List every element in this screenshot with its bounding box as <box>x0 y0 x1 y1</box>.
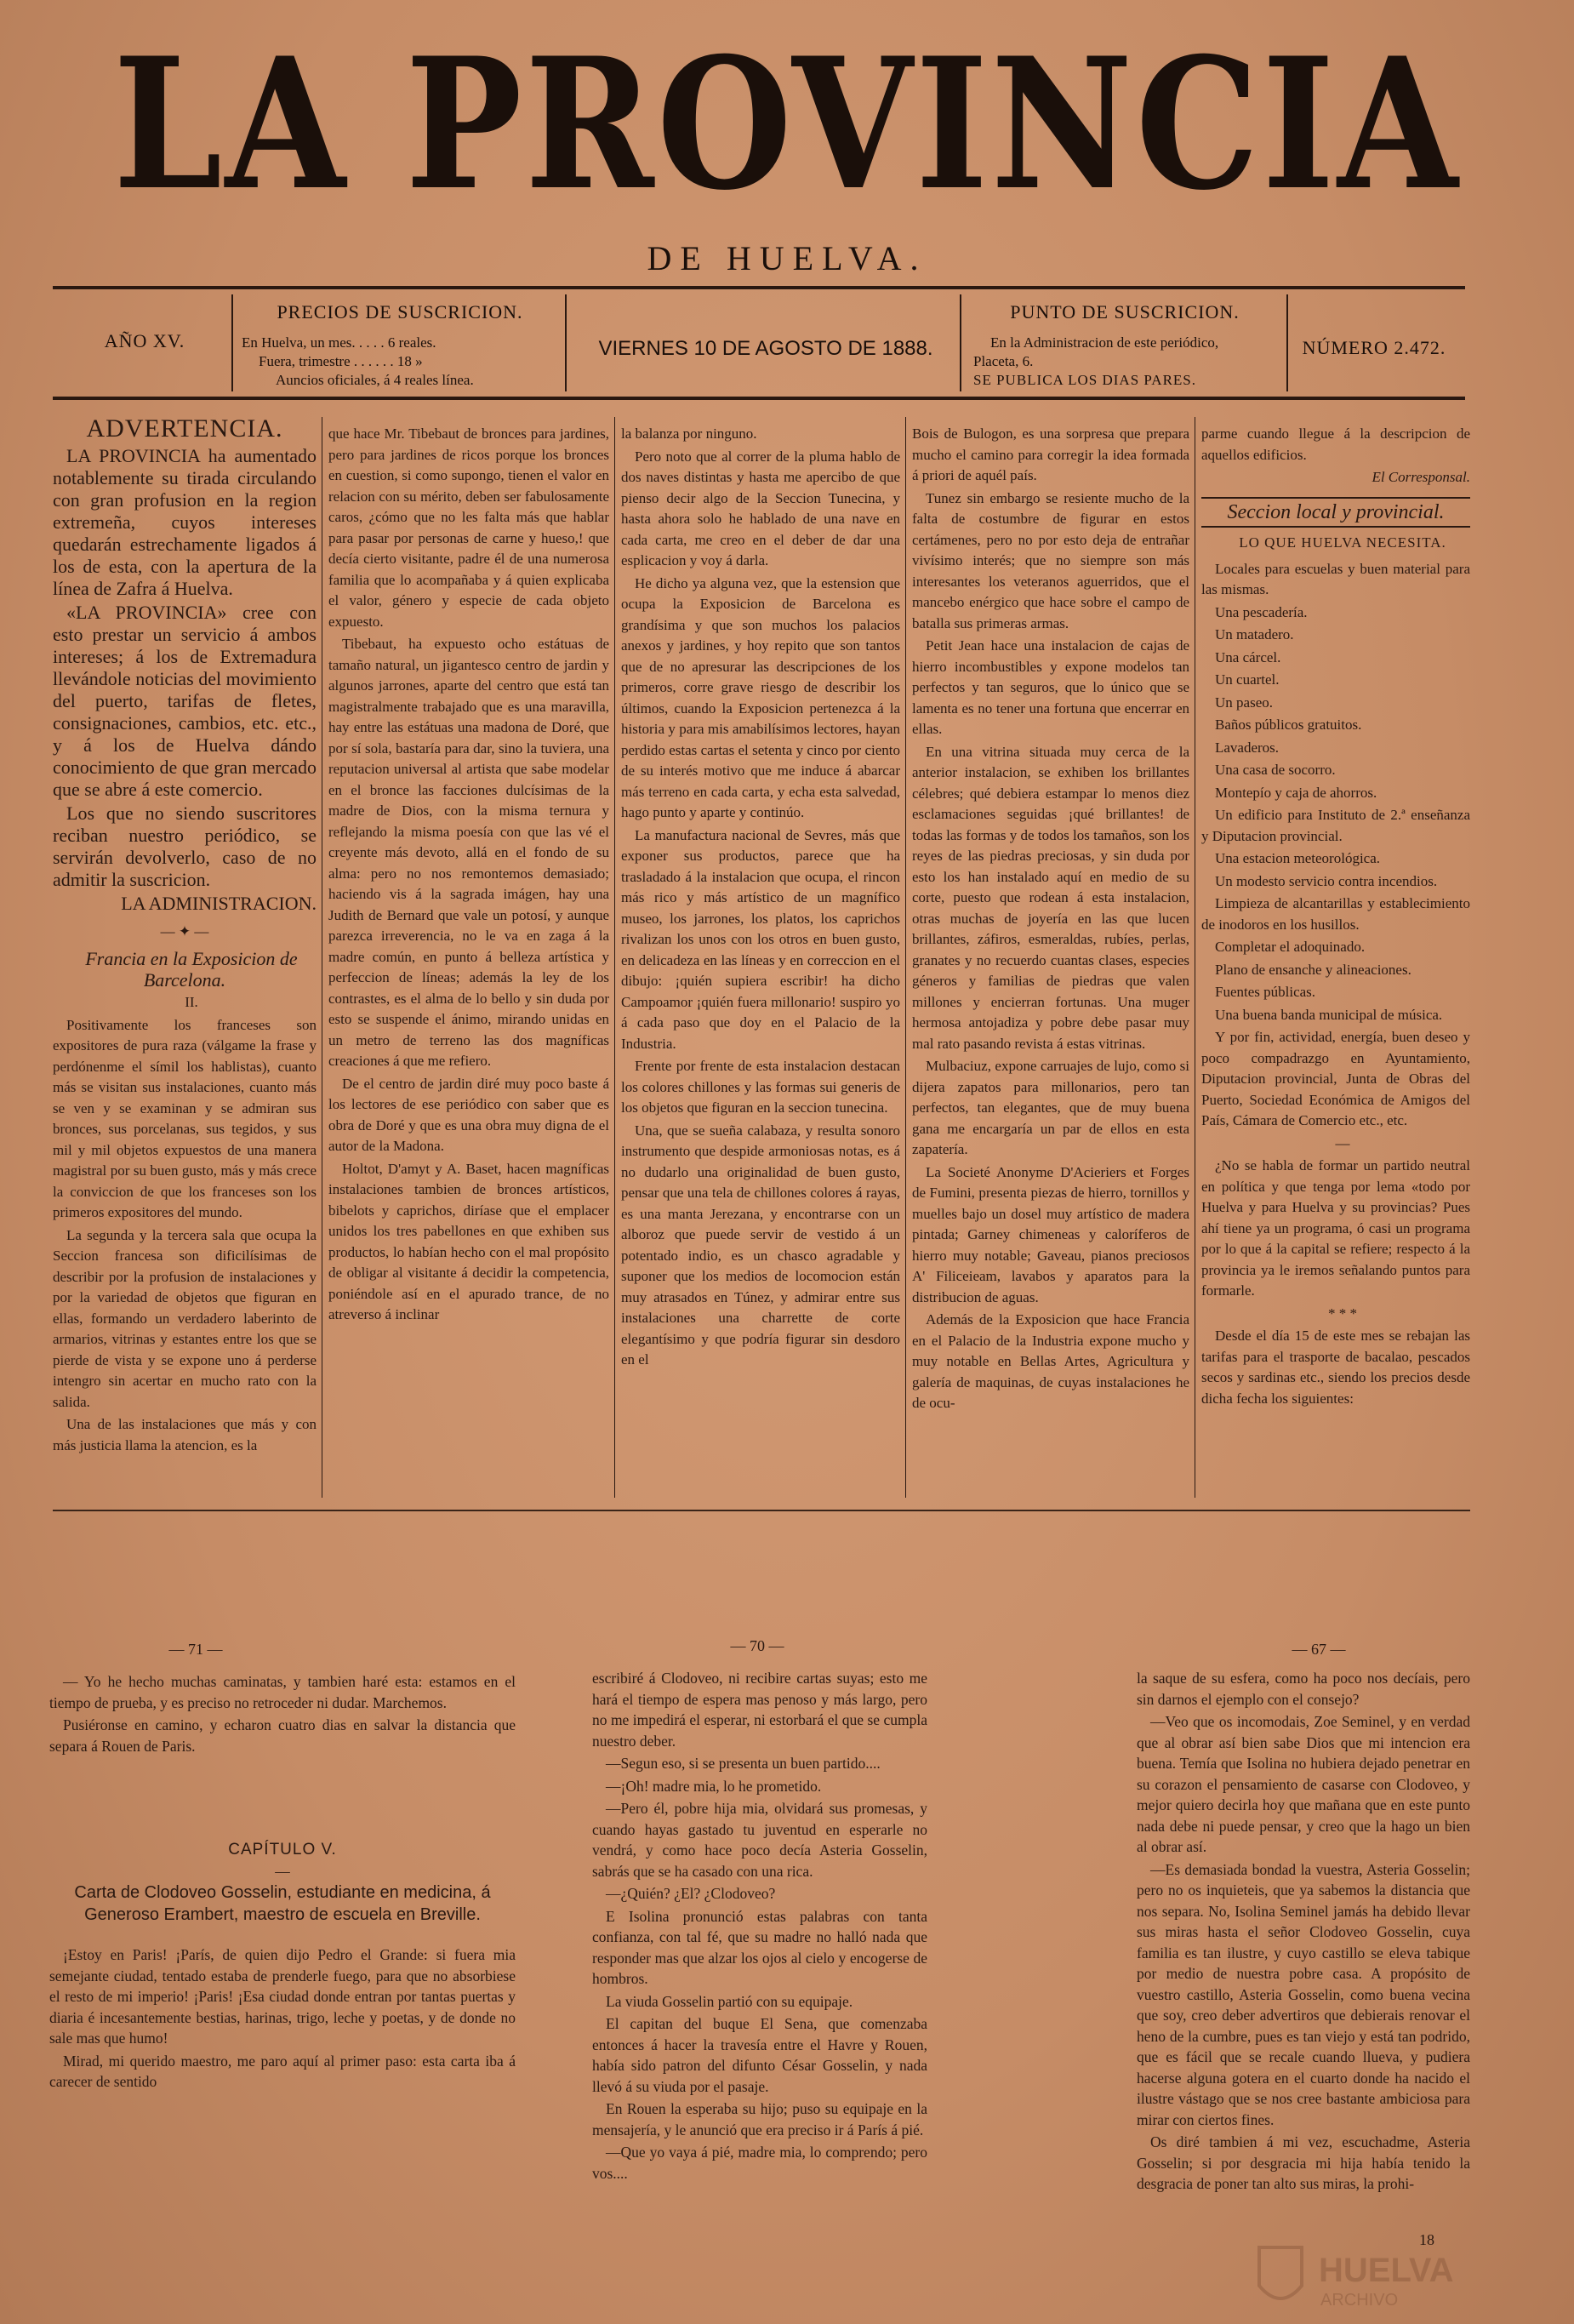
article-paragraph: Positivamente los franceses son expositores de pura raza (válgame la frase y perdónenme el símil los hablistas), cuanto más se visitan sus instalaciones, cuanto más se ven y se examinan y se admiran sus bronces, sus porcelanas, sus tegidos, y sus mil y mil objetos expuestos de una manera magistral por su buen gusto, más y más crece la conviccion de que los franceses son los primeros expositores del mundo. <box>53 1016 317 1220</box>
article-paragraph: Además de la Exposicion que hace Francia en el Palacio de la Industria expone mucho y muy notable en Bellas Artes, Agricultura y galería de maquinas, de cuyas instalaciones he de ocu- <box>912 1311 1189 1411</box>
article-paragraph: La manufactura nacional de Sevres, más que exponer sus productos, parece que ha trasladado á la instalacion que ocupa, el rincon más rico y más artístico de un magnífico museo, los jarrones, los platos, los caprichos rivalizan los unos con los otros en buen gusto, en delicadeza en las líneas y en correccion en el dibujo: ¡quién supiera escribir! ha dicho Campoamor ¡quién fuera millonario! suspiro yo á cada paso que doy en el Palacio de la Industria. <box>621 826 900 1052</box>
folletin-paragraph: la saque de su esfera, como ha poco nos decíais, pero sin darnos el ejemplo con el consejo? <box>1137 1670 1470 1708</box>
header-divider <box>960 294 961 391</box>
folletin-paragraph: Mirad, mi querido maestro, me paro aquí al primer paso: esta carta iba á carecer de sentido <box>49 2052 516 2090</box>
article-section-number: II. <box>185 994 198 1010</box>
chapter-title: CAPÍTULO V. <box>228 1841 337 1859</box>
needs-item: Lavaderos. <box>1215 739 1280 756</box>
number-text: NÚMERO 2.472. <box>1302 337 1446 358</box>
issue-number <box>1293 337 1455 359</box>
article-paragraph: Desde el día 15 de este mes se rebajan las tarifas para el trasporte de bacalao, pescados secos y sardinas etc., siendo los precios desde dicha fecha los siguientes: <box>1201 1328 1470 1407</box>
chapter-dash: — <box>275 1862 290 1880</box>
folletin-page-number: — 67 — <box>1292 1641 1346 1658</box>
sheet-signature: 18 <box>1419 2231 1434 2248</box>
watermark-subtitle: ARCHIVO <box>1320 2291 1399 2310</box>
folletin-paragraph: —¿Quién? ¿El? ¿Clodoveo? <box>606 1885 776 1902</box>
article-paragraph: Una de las instalaciones que más y con más justicia llama la atencion, es la <box>53 1416 317 1453</box>
folletin-page-number: — 71 — <box>168 1641 223 1658</box>
needs-item: Una cárcel. <box>1215 648 1281 665</box>
issue-date <box>579 337 953 361</box>
header-top-rule <box>53 286 1465 289</box>
article-paragraph: Petit Jean hace una instalacion de cajas de hierro incombustibles y expone modelos tan perfectos y tan seguros, que lo único que se lamenta es no tener una fortuna que encerrar en ellas. <box>912 637 1189 737</box>
header-divider <box>231 294 233 391</box>
needs-item: Baños públicos gratuitos. <box>1215 717 1362 733</box>
article-paragraph: La segunda y la tercera sala que ocupa la Seccion francesa son dificilísimas de describir por la profusion de instalaciones y por la variedad de objetos que figuran en ellas, formando un verdadero laberinto de armarios, vitrinas y estantes entre los que se pierde de vista y se expone uno á perderse intengro sin acertar en mucho rato con la salida. <box>53 1226 317 1410</box>
needs-item: Una buena banda municipal de música. <box>1215 1006 1443 1023</box>
prices-label: PRECIOS DE SUSCRICION. <box>277 301 523 323</box>
needs-list <box>1201 559 1470 1026</box>
advertencia-paragraph: «LA PROVINCIA» cree con esto prestar un servicio á ambos intereses; á los de Extremadura llevándole noticias del movimiento del puerto, tarifas de fletes, consignaciones, cambios, etc. etc., y á los de Huelva dándo conocimiento de que gran mercado que se abre á este comercio. <box>53 601 317 800</box>
folletin-paragraph: —Que yo vaya á pié, madre mia, lo comprendo; pero vos.... <box>592 2144 927 2182</box>
local-section-header <box>1201 497 1470 528</box>
watermark-title: HUELVA <box>1319 2252 1454 2289</box>
year-label <box>68 330 221 352</box>
masthead <box>0 18 1574 278</box>
article-paragraph: Y por fin, actividad, energía, buen deseo y poco compadrazgo en Ayuntamiento, Diputacion provincial, Junta de Obras del Puerto, Sociedad Económica de Amigos del País, Cámara de Comercio etc., etc. <box>1201 1029 1470 1128</box>
needs-heading: LO QUE HUELVA NECESITA. <box>1239 534 1446 551</box>
needs-item: Una casa de socorro. <box>1215 762 1336 778</box>
folletin-rule <box>53 1510 1470 1511</box>
folletin-paragraph: La viuda Gosselin partió con su equipaje. <box>606 1992 853 2010</box>
article-paragraph: Pero noto que al correr de la pluma hablo de dos naves distintas y hasta me apercibo de que pienso decir algo de la Seccion Tunecina, y hasta ahora solo he hablado de una nave en cada carta, me creo en el deber de dar una esplicacion y voy á darla. <box>621 448 900 568</box>
punto-line: Placeta, 6. <box>973 353 1034 369</box>
needs-item: Locales para escuelas y buen material para las mismas. <box>1201 560 1470 597</box>
punto-line: SE PUBLICA LOS DIAS PARES. <box>973 372 1197 388</box>
folletin-paragraph: —Pero él, pobre hija mia, olvidará sus promesas, y cuando hayas gastado tu juventud en esperarle no vendrá, y como hace poco decía Asteria Gosselin, sabrás que se ha casado con una rica. <box>592 1800 927 1880</box>
column-4 <box>912 424 1189 1416</box>
folletin-paragraph: —Es demasiada bondad la vuestra, Asteria Gosselin; pero no os inquieteis, que ya sabemos la distancia que nos separa. No, Isolina Seminel jamás ha debido llevar sus miras hasta el señor Clodoveo Gosselin, cuya familia es tan ilustre, y cuyo castillo se eleva tabique por medio de nuestra pobre casa. A propósito de vuestro castillo, Asteria Gosselin, como buena vecina que soy, creo deber advertiros que debierais renovar el heno de la cumbre, pues es tan viejo y está tan podrido, que es fácil que se recale cuando llueva, y pudiera hacerse alguna gotera en el cuarto donde ha nacido el ilustre vástago que se nos cree bastante ambiciosa para mirar con ciertos fines. <box>1137 1860 1470 2128</box>
article-paragraph: Una, que se sueña calabaza, y resulta sonoro instrumento que despide armoniosas notas, es á no dudarlo una originalidad de buen gusto, pensar que una tela de chillones colores á rayas, es una manta Jerezana, y encontrarse con un alboroz que puede servir de vestido á un potentado indio, es un chasco agradable y suponer que los medios de locomocion están muy atrasados en Túnez, y admirar entre sus instalaciones una charrette de corte elegantísimo y que podría figurar sin desdoro en el <box>621 1122 900 1368</box>
article-paragraph: En una vitrina situada muy cerca de la anterior instalacion, se exhiben los brillantes célebres; qué debiera estampar lo menos diez esclamaciones seguidas ¡qué brillantes! de todas las formas y de todos los tamaños, son los reyes de las piedras preciosas, y sin duda por esto los han instalado aquí en medio de su corte, puesto que rodean á esta instalacion, otras muchas de joyería en las que lucen brillantes, záfiros, esmeraldas, rubíes, perlas, granates y no recuerdo cuantas clases, especies géneros y familias de piedras que valen millones y encierran fortunas. Una muger hermosa antojadiza y pobre debe pasar muy mal rato pasando revista á estas vitrinas. <box>912 743 1189 1052</box>
folletin-paragraph: — Yo he hecho muchas caminatas, y tambien haré esta: estamos en el tiempo de prueba, y es preciso no retroceder ni dudar. Marchemos. <box>49 1673 516 1711</box>
column-5 <box>1201 424 1470 1411</box>
folletin-paragraph: —Segun eso, si se presenta un buen partido.... <box>606 1755 881 1772</box>
needs-item: Un edificio para Instituto de 2.ª enseñanza y Diputacion provincial. <box>1201 807 1470 844</box>
folletin-page-number: — 70 — <box>730 1637 784 1654</box>
article-paragraph: parme cuando llegue á la descripcion de aquellos edificios. <box>1201 425 1470 463</box>
local-section-title: Seccion local y provincial. <box>1227 500 1445 523</box>
needs-item: Una pescadería. <box>1215 603 1308 620</box>
subscription-point <box>970 301 1280 390</box>
separator-dash: — <box>1335 1134 1350 1151</box>
advertencia-heading: ADVERTENCIA. <box>86 414 283 443</box>
needs-item: Un cuartel. <box>1215 671 1280 688</box>
folletin-paragraph: Pusiéronse en camino, y echaron cuatro dias en salvar la distancia que separa á Rouen de Paris. <box>49 1716 516 1755</box>
article-paragraph: La Societé Anonyme D'Acieriers et Forges de Fumini, presenta piezas de hierro, tornillos y muelles bajo un dosel muy artístico de madera pintada; Garney chimeneas y caloríferos de hierro muy notable; Gaveau, pianos preciosos A' Filiceieam, lavabos y aparatos para la distribucion de aguas. <box>912 1163 1189 1305</box>
article-heading: Francia en la Exposicion de Barcelona. <box>85 948 298 991</box>
punto-label: PUNTO DE SUSCRICION. <box>1010 301 1240 323</box>
spacer <box>49 1758 516 1840</box>
ornament-divider: — ✦ — <box>160 922 209 939</box>
correspondent-signature: El Corresponsal. <box>1372 469 1470 485</box>
needs-item: Un paseo. <box>1215 694 1273 711</box>
article-paragraph: ¿No se habla de formar un partido neutral en política y que tenga por lema «todo por Huelva y para Huelva y su provincias? Pues ahí tiene ya un programa, ó casi un programa por lo que á la capital se refiere; respecto á la provincia ya le iremos señalando puntos para formarle. <box>1201 1157 1470 1299</box>
year-text: AÑO XV. <box>104 330 185 351</box>
column-3 <box>621 424 900 1373</box>
needs-item: Limpieza de alcantarillas y establecimiento de inodoros en los husillos. <box>1201 895 1470 933</box>
newspaper-title: LA PROVINCIA <box>113 18 1461 230</box>
header-bottom-rule <box>53 397 1465 400</box>
header-divider <box>565 294 567 391</box>
date-text: VIERNES 10 DE AGOSTO DE 1888. <box>598 337 933 360</box>
column-divider <box>614 417 615 1498</box>
article-paragraph: la balanza por ninguno. <box>621 425 757 442</box>
chapter-description: Carta de Clodoveo Gosselin, estudiante en medicina, á Generoso Erambert, maestro de escuela en Breville. <box>74 1883 491 1924</box>
article-paragraph: Tibebaut, ha expuesto ocho estátuas de tamaño natural, un jigantesco centro de jardin y algunos jarrones, aparte del centro que está tan magistralmente trabajado que es una maravilla, hay entre las estátuas una madona de Doré, que por sí sola, bastaría para dar, sino la tuviera, una reputacion universal al artista que sabe modelar en el bronce las facciones dulcísimas de la madre de Dios, con la misma ternura y reflejando la misma poesía con que las vé el creyente más devoto, allá en el fondo de su alma: pero no nos remontemos demasiado; haciendo vis á la sagrada imágen, hay una Judith de Bernard que vale un potosí, y aunque parezca irreverencia, no le va en zaga á la madre común, en punto á belleza artística y perfeccion de líneas; además la ley de los contrastes, es el alma de lo bello y sin duda por esto se suspende el ánimo, mirando unidas en un metro de terreno las dos magníficas creaciones á que me refiero. <box>328 636 609 1069</box>
price-line: En Huelva, un mes. . . . . 6 reales. <box>242 334 436 351</box>
price-line: Auncios oficiales, á 4 reales línea. <box>276 372 474 388</box>
archive-watermark <box>1251 2239 1540 2315</box>
needs-item: Un matadero. <box>1215 626 1294 642</box>
folletin-paragraph: Os diré tambien á mi vez, escuchadme, Asteria Gosselin; si por desgracia mi hija había tenido la desgracia de poner tan alto sus miras, la prohi- <box>1137 2133 1470 2192</box>
folletin-middle <box>592 1668 927 2185</box>
article-paragraph: Holtot, D'amyt y A. Baset, hacen magníficas instalaciones tambien de bronces artísticos, bibelots y caprichos, diríase que el emplacer unidos los tres pabellones en que exhiben sus productos, lo habían hecho con el mal propósito de obligar al visitante á decidir la competencia, poniéndole así en el apurado trance, de no atreverso á inclinar <box>328 1160 609 1322</box>
needs-item: Un modesto servicio contra incendios. <box>1215 872 1438 889</box>
article-paragraph: Bois de Bulogon, es una sorpresa que prepara mucho el camino para corregir la idea formada á priori de aquél país. <box>912 425 1189 483</box>
advertencia-signature: LA ADMINISTRACION. <box>121 892 317 914</box>
price-line: Fuera, trimestre . . . . . . 18 » <box>259 353 423 369</box>
needs-item: Montepío y caja de ahorros. <box>1215 784 1377 801</box>
article-paragraph: Frente por frente de esta instalacion destacan los colores chillones y las formas sui generis de los objetos que figuran en la seccion tunecina. <box>621 1058 900 1116</box>
needs-item: Completar el adoquinado. <box>1215 939 1366 955</box>
spacer <box>49 1926 516 1944</box>
folletin-paragraph: E Isolina pronunció estas palabras con tanta confianza, con tal fé, que su madre no halló nada que responder mas que alzar los ojos al cielo y encogerse de hombros. <box>592 1907 927 1987</box>
folletin-left <box>49 1671 516 2094</box>
needs-item: Plano de ensanche y alineaciones. <box>1215 961 1411 978</box>
asterism: * * * <box>1328 1305 1357 1322</box>
advertencia-paragraph: LA PROVINCIA ha aumentado notablemente su tirada circulando con gran profusion en la region extremeña, cuyos intereses quedarán estrechamente ligados á los de esta, con la apertura de la línea de Zafra á Huelva. <box>53 444 317 599</box>
article-paragraph: De el centro de jardin diré muy poco baste á los lectores de ese periódico con saber que es obra de Doré y que es una obra muy digna de el autor de la Madona. <box>328 1075 609 1154</box>
article-paragraph: Mulbaciuz, expone carruajes de lujo, como si dijera zapatos para millonarios, pero tan perfectos, tan elegantes, que de muy buena gana me encargaría un par de ellos en esta zapatería. <box>912 1058 1189 1157</box>
article-paragraph: que hace Mr. Tibebaut de bronces para jardines, pero para jardines de ricos porque los bronces en cuestion, si como supongo, tienen el valor en relacion con su mérito, deben ser fabulosamente caros, ¿cómo que no les falta más que hablar para pasar por personas de carne y hueso,! que decía cierto visitante, padre él de una numerosa familia que lo acompañaba y á quien explicaba el valor, género y especie de cada objeto expuesto. <box>328 425 609 630</box>
needs-item: Fuentes públicas. <box>1215 984 1316 1000</box>
column-divider <box>905 417 906 1498</box>
folletin-right <box>1137 1668 1470 2196</box>
column-1 <box>53 414 317 1458</box>
article-paragraph: He dicho ya alguna vez, que la estension que ocupa la Exposicion de Barcelona es grandísima y que son muchos los palacios anexos y jardines, y hoy repito que son tantos que de no apresurar las descripciones de los primeros, corre grave riesgo de describir los últimos, cuando la Exposicion pertenezca á la historia y para mis amabilísimos lectores, hayan perdido estas cartas el setenta y cinco por ciento de su interés motivo que me induce á abarcar más terreno en cada carta, y echa esta salvedad, hago punto y aparte y continúo. <box>621 574 900 820</box>
advertencia-paragraph: Los que no siendo suscritores reciban nuestro periódico, se servirán devolverlo, caso de no admitir la suscricion. <box>53 802 317 890</box>
subscription-prices <box>242 301 558 390</box>
folletin-paragraph: —Veo que os incomodais, Zoe Seminel, y en verdad que al obrar así bien sabe Dios que mi intencion era buena. Temía que Isolina no hubiera dejado penetrar en su corazon el pensamiento de casarse con Clodoveo, y mejor quiero decirla hoy que mañana que en este punto nada debe ni puede pensar, y creo que la hago un bien al obrar así. <box>1137 1713 1470 1855</box>
punto-line: En la Administracion de este periódico, <box>990 334 1219 351</box>
column-2 <box>328 424 609 1328</box>
folletin-paragraph: El capitan del buque El Sena, que comenzaba entonces á hacer la travesía entre el Havre y Rouen, había sido patron del difunto César Gosselin, y nada llevó á su viuda por el pasaje. <box>592 2015 927 2095</box>
watermark-shield-icon <box>1259 2247 1302 2298</box>
newspaper-subtitle: DE HUELVA. <box>647 239 927 277</box>
article-paragraph: Tunez sin embargo se resiente mucho de la falta de costumbre de figurar en estos certámenes, pero no por esto deja de entrañar vivísimo interés; que no siempre son más interesantes los veteranos aguerridos, que el mancebo enérgico que hace sobre el campo de batalla sus primeras armas. <box>912 489 1189 631</box>
folletin-paragraph: —¡Oh! madre mia, lo he prometido. <box>606 1777 822 1795</box>
header-divider <box>1286 294 1288 391</box>
needs-item: Una estacion meteorológica. <box>1215 850 1381 866</box>
folletin-paragraph: escribiré á Clodoveo, ni recibire cartas suyas; esto me hará el tiempo de espera mas penoso y más largo, pero no me impedirá el esperar, ni estorbará el que se cumpla nuestro deber. <box>592 1670 927 1750</box>
folletin-paragraph: ¡Estoy en Paris! ¡París, de quien dijo Pedro el Grande: si fuera mia semejante ciudad, tentado estaba de prenderle fuego, para que no absorbiese el resto de mi imperio! ¡Paris! ¡Esa ciudad donde entran por tantas puertas y diaria é incesantemente bestias, harinas, trigo, leche y poetas, y de donde no sale mas que humo! <box>49 1946 516 2047</box>
folletin-paragraph: En Rouen la esperaba su hijo; puso su equipaje en la mensajería, y le anunció que era preciso ir á París á pié. <box>592 2100 927 2138</box>
